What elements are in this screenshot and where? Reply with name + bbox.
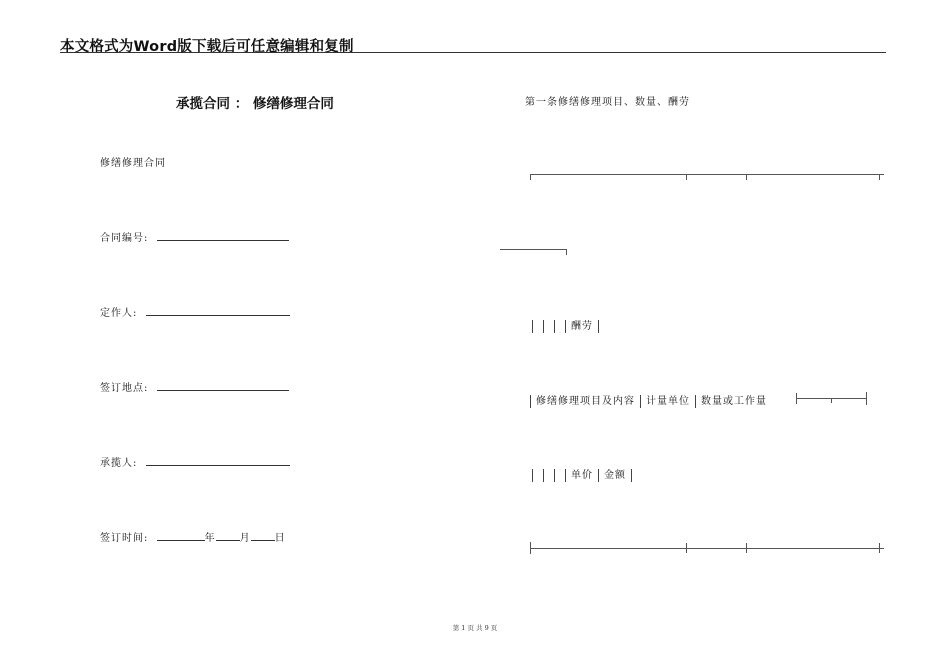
- cell-separator: [532, 320, 533, 333]
- unit-price-cell: 单价: [571, 470, 593, 481]
- table-fragment-rule: [500, 249, 566, 250]
- page-number: 第 1 页 共 9 页: [452, 624, 498, 632]
- table-bottom-rule: [530, 548, 884, 549]
- cell-separator: [565, 320, 566, 333]
- table-tick: [879, 174, 880, 180]
- table-tick: [530, 174, 531, 180]
- day-unit: 日: [274, 533, 286, 544]
- cell-separator: [530, 395, 531, 408]
- sign-time-row: [100, 529, 286, 544]
- cell-separator: [543, 469, 544, 482]
- cell-separator: [532, 469, 533, 482]
- day-field[interactable]: [251, 529, 275, 541]
- table-tick: [879, 543, 880, 553]
- cell-separator: [598, 320, 599, 333]
- cell-separator: [598, 469, 599, 482]
- cell-separator: [695, 395, 696, 408]
- table-row-remuneration: [527, 317, 604, 333]
- header-rule: [60, 52, 886, 53]
- table-row-header: [525, 392, 767, 408]
- undertaker-row: [100, 454, 290, 469]
- table-top-rule: [530, 174, 884, 175]
- document-name: 修缮修理合同: [100, 158, 166, 169]
- table-tick: [686, 174, 687, 180]
- table-tick: [746, 543, 747, 553]
- contractor-field[interactable]: [146, 304, 290, 316]
- cell-separator: [554, 320, 555, 333]
- unit-header-cell: 计量单位: [646, 396, 690, 407]
- month-field[interactable]: [216, 529, 240, 541]
- table-tick: [831, 398, 832, 403]
- contract-number-label: 合同编号:: [100, 233, 149, 244]
- undertaker-field[interactable]: [146, 454, 290, 466]
- undertaker-label: 承揽人:: [100, 458, 138, 469]
- amount-cell: 金额: [604, 470, 626, 481]
- table-tick: [530, 542, 531, 554]
- remuneration-cell: 酬劳: [571, 321, 593, 332]
- sign-time-label: 签订时间:: [100, 533, 149, 544]
- year-field[interactable]: [157, 529, 205, 541]
- table-tick: [566, 249, 567, 255]
- article-1-heading: 第一条修缮修理项目、数量、酬劳: [525, 97, 690, 108]
- document-header: 本文格式为Word版下载后可任意编辑和复制: [60, 39, 354, 55]
- contract-number-field[interactable]: [157, 229, 289, 241]
- table-row-price: [527, 466, 637, 482]
- month-unit: 月: [239, 533, 251, 544]
- contractor-row: [100, 304, 290, 319]
- year-unit: 年: [204, 533, 216, 544]
- sign-place-row: [100, 379, 289, 394]
- sign-place-field[interactable]: [157, 379, 289, 391]
- contract-number-row: [100, 229, 289, 244]
- contract-title: 承揽合同 ： 修缮修理合同: [176, 96, 334, 112]
- cell-separator: [640, 395, 641, 408]
- table-tick: [686, 543, 687, 553]
- cell-separator: [554, 469, 555, 482]
- cell-separator: [631, 469, 632, 482]
- quantity-header-cell: 数量或工作量: [701, 396, 767, 407]
- cell-separator: [565, 469, 566, 482]
- item-header-cell: 修缮修理项目及内容: [536, 396, 635, 407]
- sign-place-label: 签订地点:: [100, 383, 149, 394]
- table-tick: [866, 392, 867, 405]
- cell-separator: [543, 320, 544, 333]
- contractor-label: 定作人:: [100, 308, 138, 319]
- table-tick: [746, 174, 747, 180]
